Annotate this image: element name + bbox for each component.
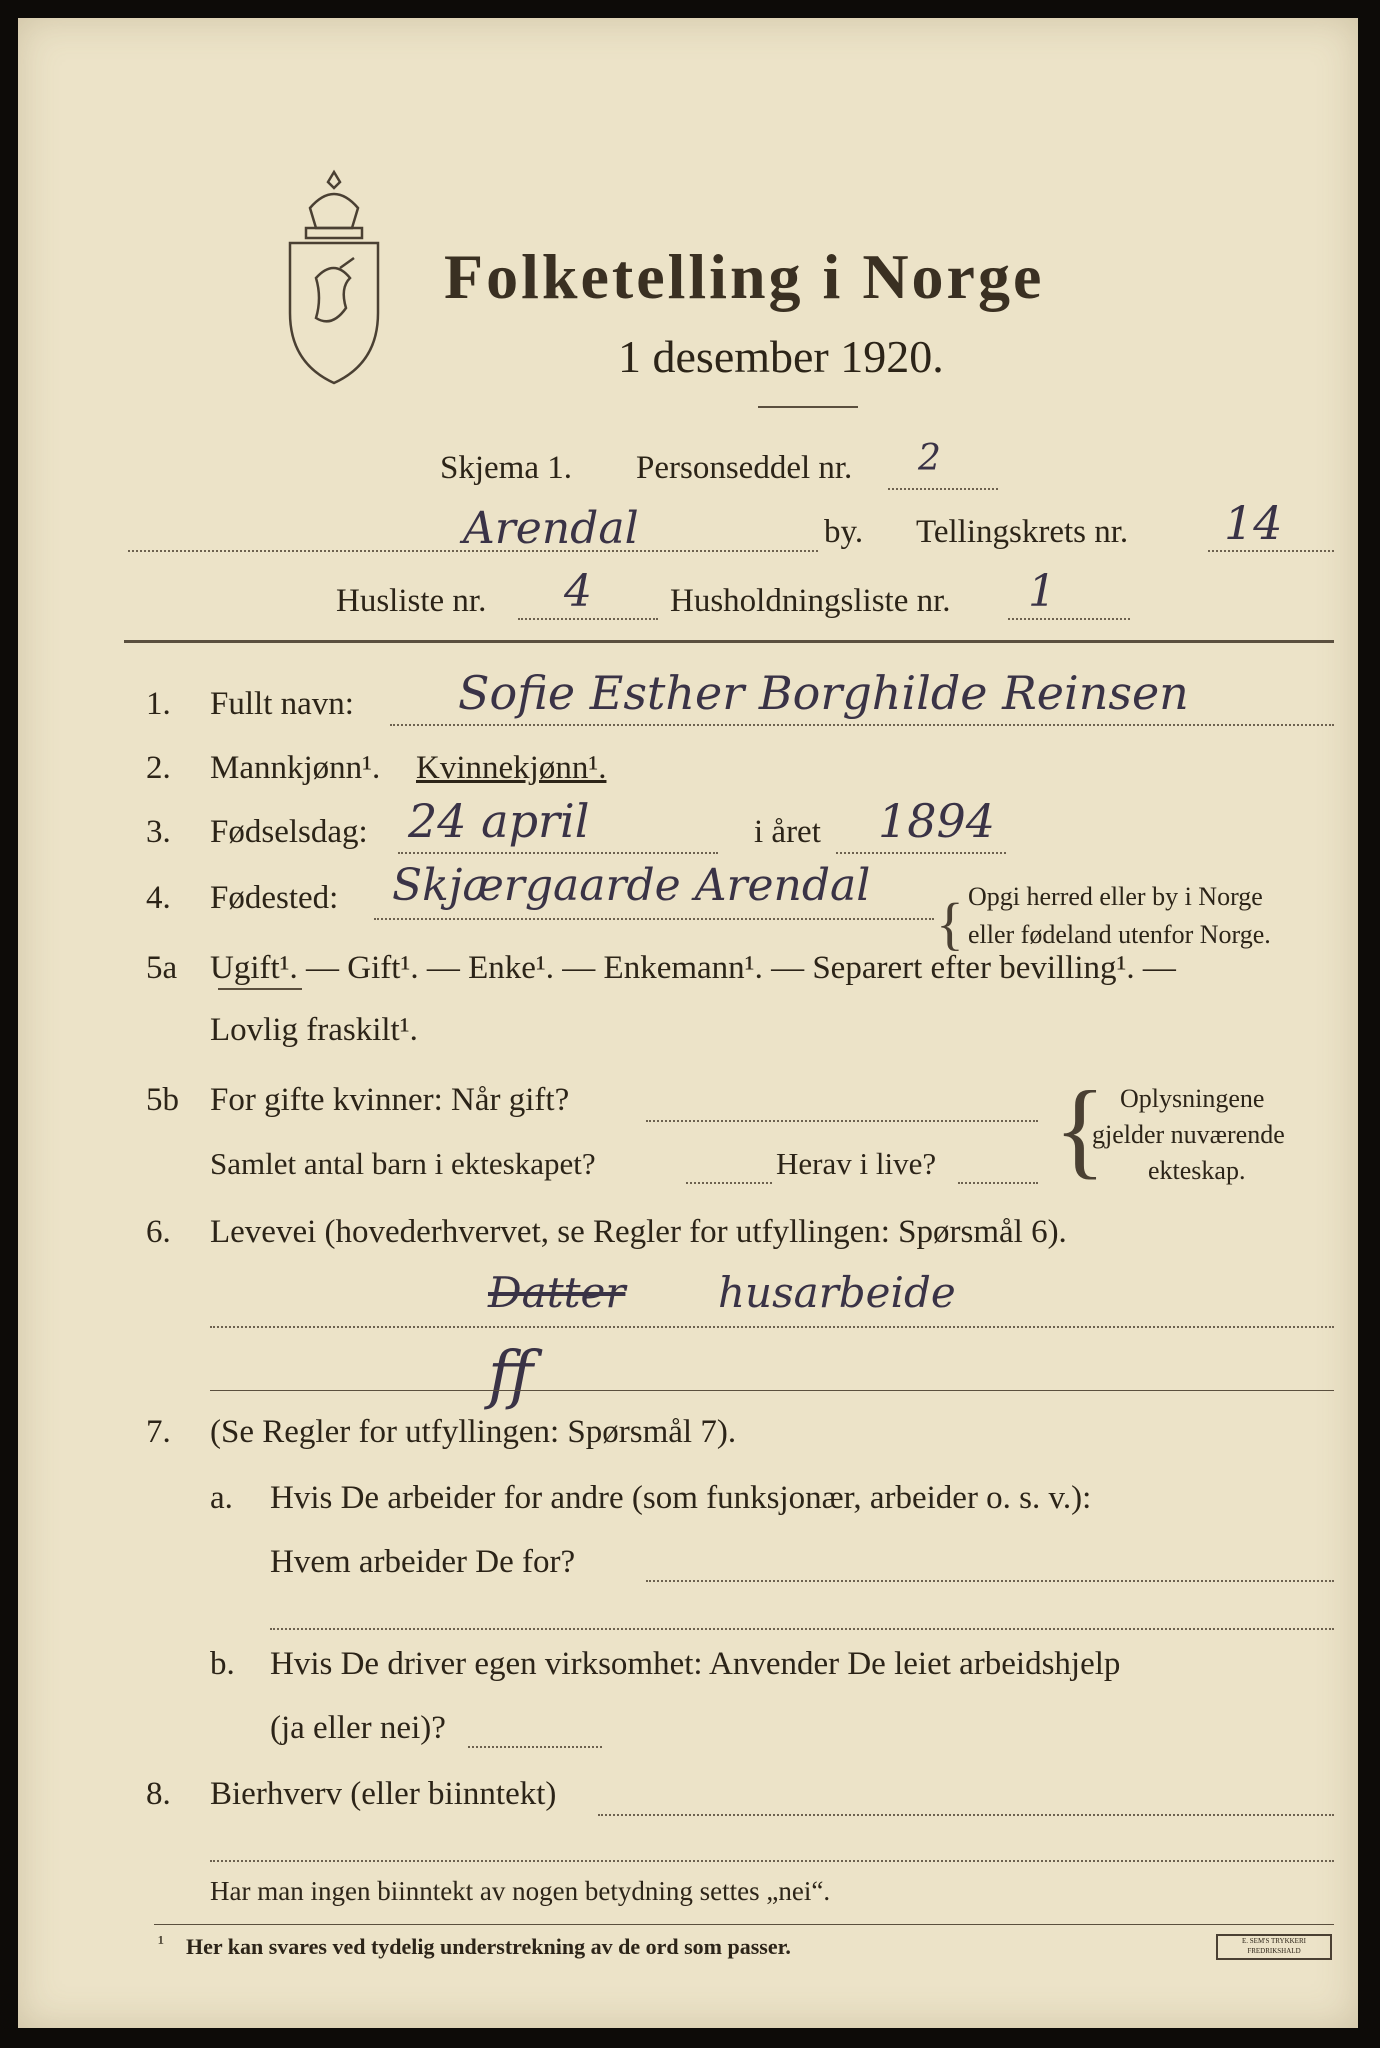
footnote-text: Her kan svares ved tydelig understrekning av de ord som passer. [186,1934,791,1959]
q5a-options: Ugift¹. — Gift¹. — Enke¹. — Enkemann¹. — Separert efter bevilling¹. — [210,950,1176,986]
q3-day-line [398,852,718,854]
q2-number: 2. [146,750,171,786]
q6-occupation-value: husarbeide [718,1268,956,1317]
q3-year-value: 1894 [878,794,996,848]
q7a-label1: Hvis De arbeider for andre (som funksjonær, arbeider o. s. v.): [270,1480,1092,1516]
q5a-number: 5a [146,950,178,986]
q7b-number: b. [210,1646,235,1682]
census-date: 1 desember 1920. [618,331,944,382]
q1-line [390,724,1334,726]
q5b-married-line [646,1120,1038,1122]
tellingskrets-label: Tellingskrets nr. [916,514,1129,550]
q6-label: Levevei (hovederhvervet, se Regler for utfyllingen: Spørsmål 6). [210,1214,1067,1250]
q7b-label1: Hvis De driver egen virksomhet: Anvender De leiet arbeidshjelp [270,1646,1121,1682]
footer-rule [154,1924,1334,1925]
q6-value-struck: Datter [488,1268,626,1317]
q5b-label1: For gifte kvinner: Når gift? [210,1082,570,1118]
q8-line1 [598,1814,1334,1816]
q7b-line [468,1746,602,1748]
q6-line2 [210,1390,1334,1391]
q3-day-value: 24 april [408,794,590,848]
q4-brace: { [936,891,964,956]
personseddel-label: Personseddel nr. [636,450,853,486]
q5b-alive-line [958,1182,1038,1184]
q7b-label2: (ja eller nei)? [270,1710,446,1746]
title-divider [758,406,858,408]
q8-line2 [210,1860,1334,1862]
husholdningsliste-label: Husholdningsliste nr. [670,583,951,619]
footnote-mark: ¹ [158,1932,164,1954]
q5b-label3: Herav i live? [776,1146,937,1181]
q2-male-option: Mannkjønn¹. [210,750,381,786]
personseddel-line [888,488,998,490]
q5b-brace: { [1054,1070,1106,1189]
q7-label: (Se Regler for utfyllingen: Spørsmål 7). [210,1414,737,1450]
q5b-label2: Samlet antal barn i ekteskapet? [210,1146,596,1181]
q5b-note-line1: Oplysningene [1120,1084,1265,1113]
city-value: Arendal [463,503,639,554]
q1-number: 1. [146,686,171,722]
q6-number: 6. [146,1214,171,1250]
footer-note: Har man ingen biinntekt av nogen betydning settes „nei“. [210,1876,831,1906]
by-label: by. [824,514,864,550]
q4-note-line2: eller fødeland utenfor Norge. [968,920,1271,949]
page-title: Folketelling i Norge [444,241,1045,312]
q7a-line1 [646,1580,1334,1582]
q4-label: Fødested: [210,880,339,916]
q7a-number: a. [210,1480,233,1516]
personseddel-value: 2 [918,438,941,479]
tellingskrets-value: 14 [1224,496,1283,550]
husliste-line [518,618,658,620]
q7a-label2: Hvem arbeider De for? [270,1544,576,1580]
q8-number: 8. [146,1776,171,1812]
husholdningsliste-line [1008,618,1130,620]
q3-number: 3. [146,814,171,850]
q2-female-option: Kvinnekjønn¹. [416,750,607,786]
q4-number: 4. [146,880,171,916]
q1-full-name-value: Sofie Esther Borghilde Reinsen [458,666,1189,720]
q4-line [374,918,934,920]
q4-birthplace-value: Skjærgaarde Arendal [392,860,871,911]
q3-year-label: i året [754,814,821,850]
husholdningsliste-value: 1 [1028,566,1056,617]
q5b-number: 5b [146,1082,179,1118]
q6-line1 [210,1326,1334,1328]
q5a-ugift-underline [218,988,302,990]
schema-label: Skjema 1. [440,450,572,486]
husliste-label: Husliste nr. [336,583,487,619]
q3-label: Fødselsdag: [210,814,368,850]
header-rule [124,640,1334,643]
husliste-value: 4 [564,566,592,617]
q4-note-line1: Opgi herred eller by i Norge [968,882,1263,911]
q5b-note-line2: gjelder nuværende [1092,1120,1285,1149]
q8-label: Bierhverv (eller biinntekt) [210,1776,557,1812]
q5b-note-line3: ekteskap. [1148,1156,1246,1185]
q5b-children-line [686,1182,772,1184]
q5a-options-line2: Lovlig fraskilt¹. [210,1012,418,1048]
q7-number: 7. [146,1414,171,1450]
q6-mark: ff [488,1338,534,1412]
printer-stamp: E. SEM'S TRYKKERI FREDRIKSHALD [1216,1934,1332,1960]
q1-label: Fullt navn: [210,686,354,722]
q3-year-line [836,852,1006,854]
tellingskrets-line [1208,550,1334,552]
census-form-page [18,18,1358,2028]
norwegian-coat-of-arms-icon [280,168,388,388]
q7a-line2 [270,1628,1334,1630]
